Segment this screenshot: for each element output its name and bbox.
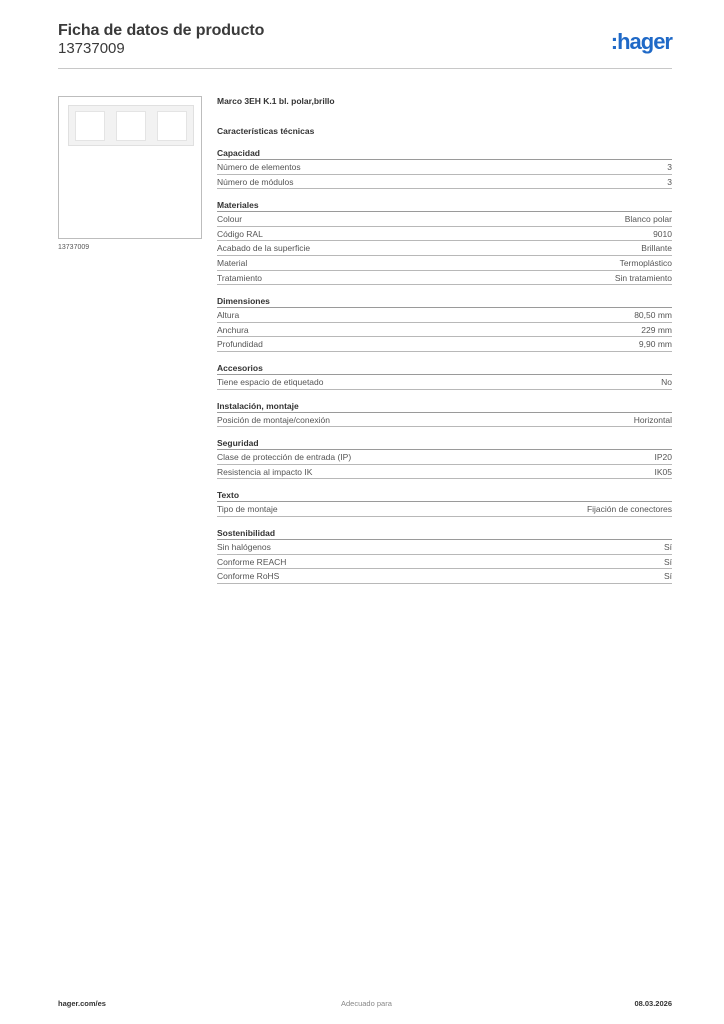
spec-row <box>217 175 672 190</box>
section-title: Texto <box>217 489 672 502</box>
spec-row <box>217 465 672 480</box>
hager-logo: :hager <box>610 29 672 54</box>
product-details <box>217 96 672 584</box>
spec-section <box>217 437 672 479</box>
spec-label: Tratamiento <box>217 272 263 283</box>
spec-row <box>217 540 672 555</box>
frame-illustration <box>68 105 194 146</box>
footer-date: 08.03.2026 <box>634 999 672 1008</box>
frame-opening <box>157 111 187 141</box>
spec-row <box>217 323 672 338</box>
spec-label: Conforme RoHS <box>217 571 280 582</box>
spec-row <box>217 308 672 323</box>
spec-label: Anchura <box>217 324 249 335</box>
spec-value: Sí <box>663 541 672 552</box>
product-image <box>58 96 202 239</box>
spec-value: Sí <box>663 556 672 567</box>
spec-label: Colour <box>217 214 243 225</box>
page-header <box>58 22 672 69</box>
spec-section <box>217 362 672 390</box>
document-title: Ficha de datos de producto <box>58 22 265 39</box>
spec-label: Conforme REACH <box>217 556 287 567</box>
spec-row <box>217 375 672 390</box>
section-title: Materiales <box>217 199 672 212</box>
spec-value: Horizontal <box>633 414 672 425</box>
spec-row <box>217 502 672 517</box>
spec-label: Material <box>217 257 248 268</box>
section-title: Sostenibilidad <box>217 527 672 540</box>
section-title: Dimensiones <box>217 295 672 308</box>
section-title: Seguridad <box>217 437 672 450</box>
spec-value: Termoplástico <box>619 257 672 268</box>
spec-label: Tiene espacio de etiquetado <box>217 376 324 387</box>
spec-value: No <box>661 376 672 387</box>
spec-row <box>217 337 672 352</box>
product-id: 13737009 <box>58 40 125 57</box>
spec-row <box>217 555 672 570</box>
spec-label: Sin halógenos <box>217 541 271 552</box>
spec-value: 80,50 mm <box>634 310 672 321</box>
section-title: Instalación, montaje <box>217 400 672 413</box>
spec-value: 3 <box>667 162 672 172</box>
spec-row <box>217 256 672 271</box>
spec-value: 9,90 mm <box>638 339 672 350</box>
spec-label: Acabado de la superficie <box>217 243 311 254</box>
frame-opening <box>116 111 146 141</box>
spec-label: Clase de protección de entrada (IP) <box>217 452 352 463</box>
spec-row <box>217 160 672 175</box>
spec-row <box>217 450 672 465</box>
spec-label: Altura <box>217 310 240 321</box>
spec-value: Brillante <box>641 243 672 254</box>
spec-value: Sí <box>663 571 672 582</box>
spec-value: Sin tratamiento <box>614 272 672 283</box>
section-title: Capacidad <box>217 147 672 160</box>
spec-label: Número de módulos <box>217 176 294 187</box>
spec-row <box>217 413 672 428</box>
spec-value: 229 mm <box>641 324 672 335</box>
spec-value: Blanco polar <box>624 214 672 225</box>
spec-section <box>217 199 672 285</box>
spec-section <box>217 147 672 189</box>
spec-value: IK05 <box>654 466 672 477</box>
footer-website: hager.com/es <box>58 999 106 1008</box>
section-title: Accesorios <box>217 362 672 375</box>
spec-value: IP20 <box>654 452 672 463</box>
header-divider <box>58 68 672 69</box>
spec-row <box>217 212 672 227</box>
spec-label: Resistencia al impacto IK <box>217 466 313 477</box>
spec-label: Posición de montaje/conexión <box>217 414 330 425</box>
spec-section <box>217 489 672 517</box>
spec-label: Código RAL <box>217 228 263 239</box>
spec-section <box>217 400 672 428</box>
tech-characteristics-heading: Características técnicas <box>217 126 315 136</box>
spec-sections <box>217 147 672 584</box>
spec-label: Número de elementos <box>217 162 301 172</box>
frame-opening <box>75 111 105 141</box>
spec-row <box>217 569 672 584</box>
image-caption: 13737009 <box>58 244 90 251</box>
product-name: Marco 3EH K.1 bl. polar,brillo <box>217 96 335 106</box>
footer-suitable-for: Adecuado para <box>341 999 392 1008</box>
spec-value: 3 <box>667 176 672 187</box>
page-footer <box>58 999 672 1011</box>
spec-label: Profundidad <box>217 339 263 350</box>
spec-section <box>217 527 672 584</box>
spec-row <box>217 271 672 286</box>
spec-row <box>217 227 672 242</box>
spec-value: 9010 <box>653 228 672 239</box>
spec-row <box>217 241 672 256</box>
spec-label: Tipo de montaje <box>217 504 278 515</box>
spec-value: Fijación de conectores <box>586 504 672 515</box>
spec-section <box>217 295 672 352</box>
